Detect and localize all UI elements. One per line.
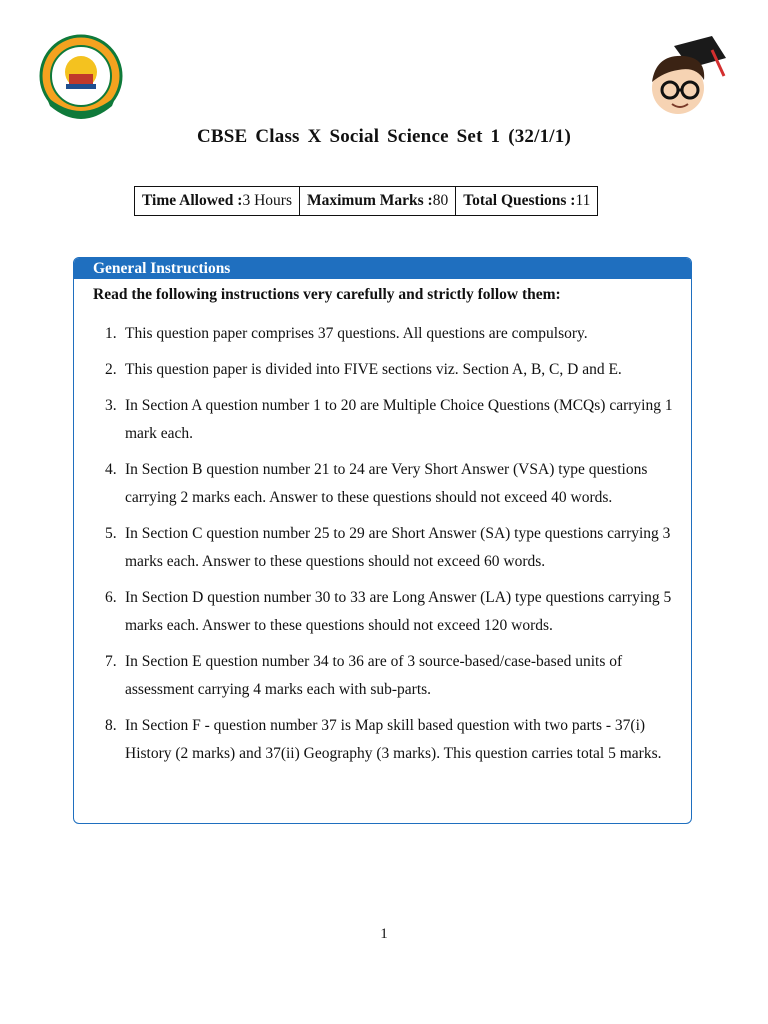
instruction-item: 4. In Section B question number 21 to 24 are Very Short Answer (VSA) type questions carrying 2 marks each. Answer to these questions should not exceed 40 words.	[105, 461, 648, 506]
instruction-item: 5. In Section C question number 25 to 29 are Short Answer (SA) type questions carrying 3 marks each. Answer to these questions should not exceed 60 words.	[105, 525, 671, 570]
total-questions-cell: Total Questions :11	[456, 187, 598, 216]
instruction-item: 1. This question paper comprises 37 questions. All questions are compulsory.	[105, 325, 588, 342]
general-instructions-heading: General Instructions	[74, 258, 691, 279]
instruction-item: 6. In Section D question number 30 to 33 are Long Answer (LA) type questions carrying 5 marks each. Answer to these questions should not exceed 120 words.	[105, 589, 672, 634]
page-number: 1	[380, 926, 388, 942]
instruction-item: 2. This question paper is divided into FIVE sections viz. Section A, B, C, D and E.	[105, 361, 622, 378]
time-allowed-cell: Time Allowed :3 Hours	[135, 187, 300, 216]
maximum-marks-cell: Maximum Marks :80	[299, 187, 455, 216]
instructions-list	[74, 320, 692, 768]
instruction-item: 7. In Section E question number 34 to 36 are of 3 source-based/case-based units of assessment carrying 4 marks each with sub-parts.	[105, 653, 623, 698]
page-title: CBSE Class X Social Science Set 1 (32/1/1)	[196, 126, 572, 147]
instruction-item: 3. In Section A question number 1 to 20 are Multiple Choice Questions (MCQs) carrying 1 mark each.	[105, 397, 673, 442]
student-graduate-icon	[634, 32, 734, 126]
cbse-seal-icon	[36, 34, 126, 124]
general-instructions-box	[73, 257, 692, 824]
instruction-item: 8. In Section F - question number 37 is Map skill based question with two parts - 37(i) History (2 marks) and 37(ii) Geography (3 marks). This question carries total 5 marks.	[105, 717, 662, 762]
instructions-intro: Read the following instructions very carefully and strictly follow them:	[93, 286, 561, 303]
exam-info-table	[134, 186, 598, 216]
